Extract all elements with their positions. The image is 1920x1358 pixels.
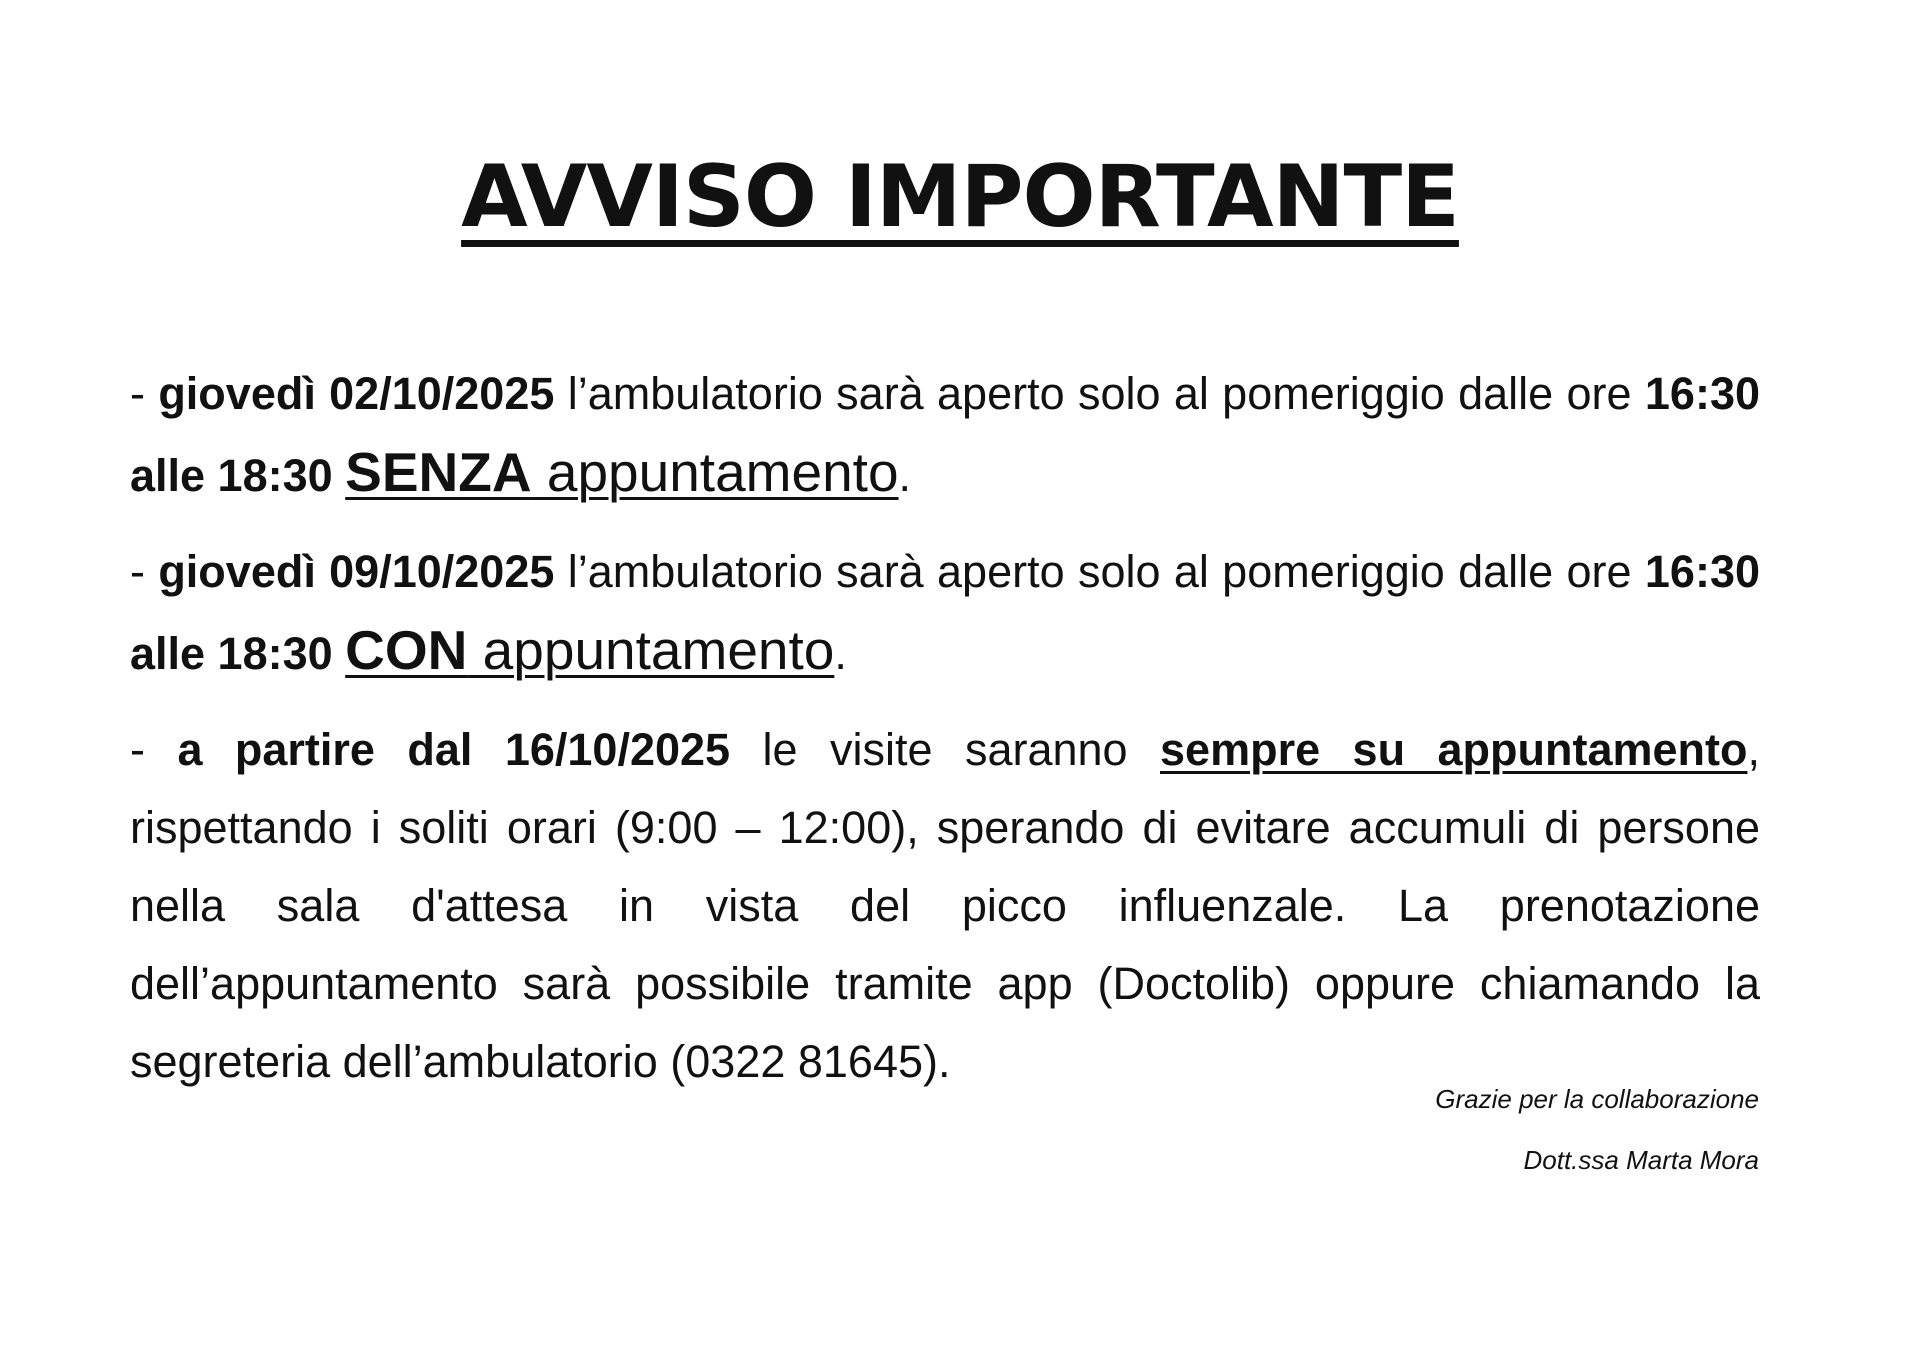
policy-emphasis: sempre su appuntamento: [1160, 724, 1748, 775]
notice-title-text: AVVISO IMPORTANTE: [461, 147, 1459, 247]
paragraph-first-date: [130, 355, 1760, 515]
appointment-mode-rest: appuntamento: [467, 619, 835, 681]
paragraph-text: le visite saranno: [730, 724, 1161, 775]
time-range: 16:30 alle 18:30: [130, 546, 1760, 679]
appointment-mode: [345, 619, 834, 681]
bullet-dash: -: [130, 368, 159, 419]
paragraph-text: l’ambulatorio sarà aperto solo al pomeriggio dalle ore: [554, 368, 1645, 419]
appointment-mode-word: CON: [345, 619, 468, 681]
paragraph-text: l’ambulatorio sarà aperto solo al pomeriggio dalle ore: [554, 546, 1645, 597]
paragraph-text-continued: , rispettando i soliti orari (9:00 – 12:00), sperando di evitare accumuli di persone nella sala d'attesa in vista del picco influenzale. La prenotazione dell’appuntamento sarà possibile tramite app (Doctolib) oppure chiamando la segreteria dell’ambulatorio (0322 81645).: [130, 724, 1761, 1087]
bullet-dash: -: [130, 546, 159, 597]
policy-start-date: a partire dal 16/10/2025: [177, 724, 731, 775]
doctor-signature: Dott.ssa Marta Mora: [1523, 1145, 1759, 1175]
closing-thanks: Grazie per la collaborazione: [1435, 1084, 1759, 1114]
date-text: giovedì 02/10/2025: [158, 368, 555, 419]
appointment-mode: [345, 441, 898, 503]
appointment-mode-word: SENZA: [345, 441, 532, 503]
spacer: [333, 628, 346, 679]
time-range: 16:30 alle 18:30: [130, 368, 1760, 501]
notice-body: [130, 355, 1760, 1119]
paragraph-new-policy: [130, 711, 1760, 1101]
appointment-mode-rest: appuntamento: [531, 441, 899, 503]
sentence-end: .: [898, 450, 912, 501]
sentence-end: .: [834, 628, 847, 679]
paragraph-second-date: [130, 533, 1760, 693]
date-text: giovedì 09/10/2025: [158, 546, 555, 597]
spacer: [333, 450, 346, 501]
notice-title: [0, 147, 1920, 247]
bullet-dash: -: [130, 724, 178, 775]
